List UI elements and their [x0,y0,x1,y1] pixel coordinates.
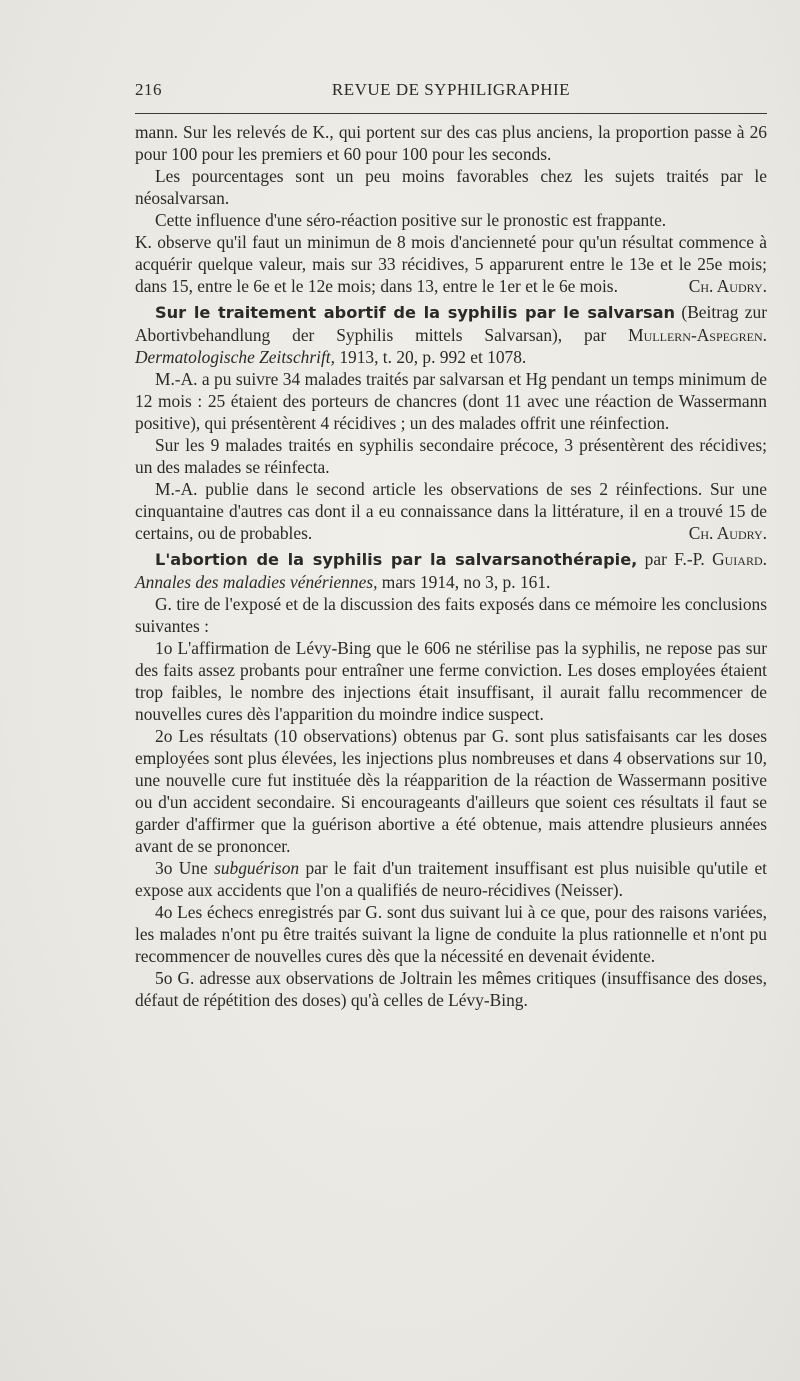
review-author-mullern: Mullern-Aspegren [628,325,763,345]
review-by-guiard: par F.-P. [637,549,713,569]
conclusion-3-term: subguérison [214,858,300,878]
paragraph-continuation: mann. Sur les relevés de K., qui portent sur des cas plus anciens, la proportion passe à 26 pour 100 pour les premiers et 60 pour 100 pour les seconds. [135,122,767,164]
conclusion-3-rest: par le fait d'un traitement insuffisant est plus nuisible qu'utile et expose aux accidents que l'on a qualifiés de neuro-récidives (Neisser). [135,858,767,900]
paragraph-conclusion-5: 5o G. adresse aux observations de Joltrain les mêmes critiques (insuffisance des doses, défaut de répétition des doses) qu'à celles de Lévy-Bing. [135,968,767,1010]
paragraph-observation-text: K. observe qu'il faut un minimun de 8 mois d'ancienneté pour qu'un résultat commence à acquérir quelque valeur, mais sur 33 récidives, 5 apparurent entre le 13e et le 25e mois; dans 15, entre le 6e et le 12e mois; dans 13, entre le 1er et le 6e mois. [135,232,767,296]
review-title-abortion: L'abortion de la syphilis par la salvarsanothérapie, [155,550,638,569]
review-heading-guiard [135,548,767,593]
paragraph-reinfections [135,478,767,544]
review-citation-dermato: 1913, t. 20, p. 992 et 1078. [334,347,527,367]
paragraph-conclusion-1: 1o L'affirmation de Lévy-Bing que le 606 ne stérilise pas la syphilis, ne repose pas sur des faits assez probants pour entraîner une ferme conviction. Les doses employées étaient trop faibles, le nombre des injections était insuffisant, il aurait fallu recommencer de nouvelles cures dès l'apparition du moindre indice suspect. [135,638,767,724]
paragraph-conclusion-2: 2o Les résultats (10 observations) obtenus par G. sont plus satisfaisants car les doses employées sont plus élevées, les injections plus nombreuses et dans 4 observations sur 10, une nouvelle cure fut instituée dès la réapparition de la réaction de Wassermann positive ou d'un accident secondaire. Si encourageants d'ailleurs que soient ces résultats il faut se garder d'affirmer que la guérison abortive a été obtenue, mais attendre plusieurs années avant de se prononcer. [135,726,767,856]
paragraph-conclusion-3 [135,857,767,901]
paragraph-influence: Cette influence d'une séro-réaction positive sur le pronostic est frappante. [155,210,667,230]
signature-audry-2: Ch. Audry. [688,523,767,543]
paragraph-secondaire: Sur les 9 malades traités en syphilis secondaire précoce, 3 présentèrent des récidives; un des malades se réinfecta. [135,435,767,477]
paragraph-neosalvarsan: Les pourcentages sont un peu moins favorables chez les sujets traités par le néosalvarsan. [135,166,767,208]
paragraph-conclusions-intro: G. tire de l'exposé et de la discussion des faits exposés dans ce mémoire les conclusions suivantes : [135,594,767,636]
running-head: REVUE DE SYPHILIGRAPHIE [331,80,571,99]
review-journal-dermato: Dermatologische Zeitschrift, [135,347,335,367]
paragraph-observation [135,231,767,297]
review-separator-1: . [762,325,767,345]
conclusion-3-lead: 3o Une [155,858,215,878]
review-journal-annales: Annales des maladies vénériennes, [135,572,378,592]
article-body [135,121,767,1011]
paragraph-conclusion-4: 4o Les échecs enregistrés par G. sont dus suivant lui à ce que, pour des raisons variées, les malades n'ont pu être traités suivant la ligne de conduite la plus rationnelle et n'ont pu recommencer de nouvelles cures dès que la nécessité en devenait évidente. [135,902,767,966]
paragraph-reinfections-text: M.-A. publie dans le second article les observations de ses 2 réinfections. Sur une cinquantaine d'autres cas dont il a eu connaissance dans la littérature, il en a trouvé 15 de certains, ou de probables. [135,479,767,543]
header-rule [135,113,767,114]
review-citation-annales: mars 1914, no 3, p. 161. [377,572,551,592]
review-separator-2: . [762,549,767,569]
page-header [135,80,767,106]
review-title-abortif: Sur le traitement abortif de la syphilis par le salvarsan [155,303,676,322]
signature-audry-1: Ch. Audry. [688,276,767,296]
paragraph-ma-suivi: M.-A. a pu suivre 34 malades traités par salvarsan et Hg pendant un temps minimum de 12 mois : 25 étaient des porteurs de chancres (dont 11 avec une réaction de Wassermann positive), qui présentèrent 4 récidives ; un des malades offrit une réinfection. [135,369,767,433]
review-author-guiard: Guiard [712,549,763,569]
review-subtitle-abortif: (Beitrag zur Abortivbehandlung der Syphilis mittels Salvarsan), par [135,302,767,345]
page-number: 216 [135,80,162,99]
review-heading-mullern [135,301,767,368]
